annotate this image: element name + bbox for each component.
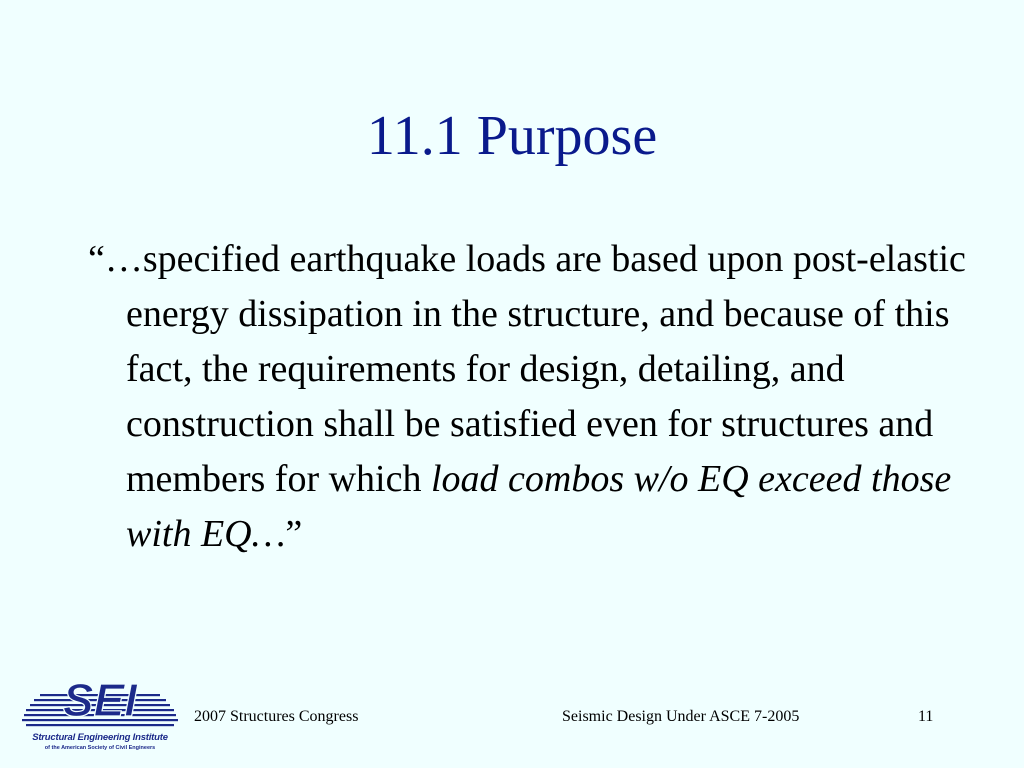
- sei-logo-subtitle: of the American Society of Civil Engineers: [44, 745, 156, 751]
- quote-paragraph: [88, 232, 996, 562]
- page-number: 11: [918, 708, 934, 725]
- slide-title: 11.1 Purpose: [366, 105, 658, 167]
- sei-logo: [22, 674, 178, 764]
- quote-text: “…specified earthquake loads are based upon post-elastic energy dissipation in the structure, and because of this fact, the requirements for design, detailing, and construction shall be satisfied even for structures and members for which: [88, 238, 966, 500]
- footer-event: 2007 Structures Congress: [194, 708, 359, 725]
- sei-logo-graphic: [22, 674, 178, 734]
- sei-logo-name: Structural Engineering Institute: [32, 732, 168, 743]
- quote-close-mark: ”: [285, 513, 303, 555]
- sei-acronym: SEI: [62, 674, 138, 726]
- quote-italic-text: load combos w/o EQ exceed those with EQ…: [126, 458, 952, 555]
- footer-topic: Seismic Design Under ASCE 7-2005: [562, 708, 800, 725]
